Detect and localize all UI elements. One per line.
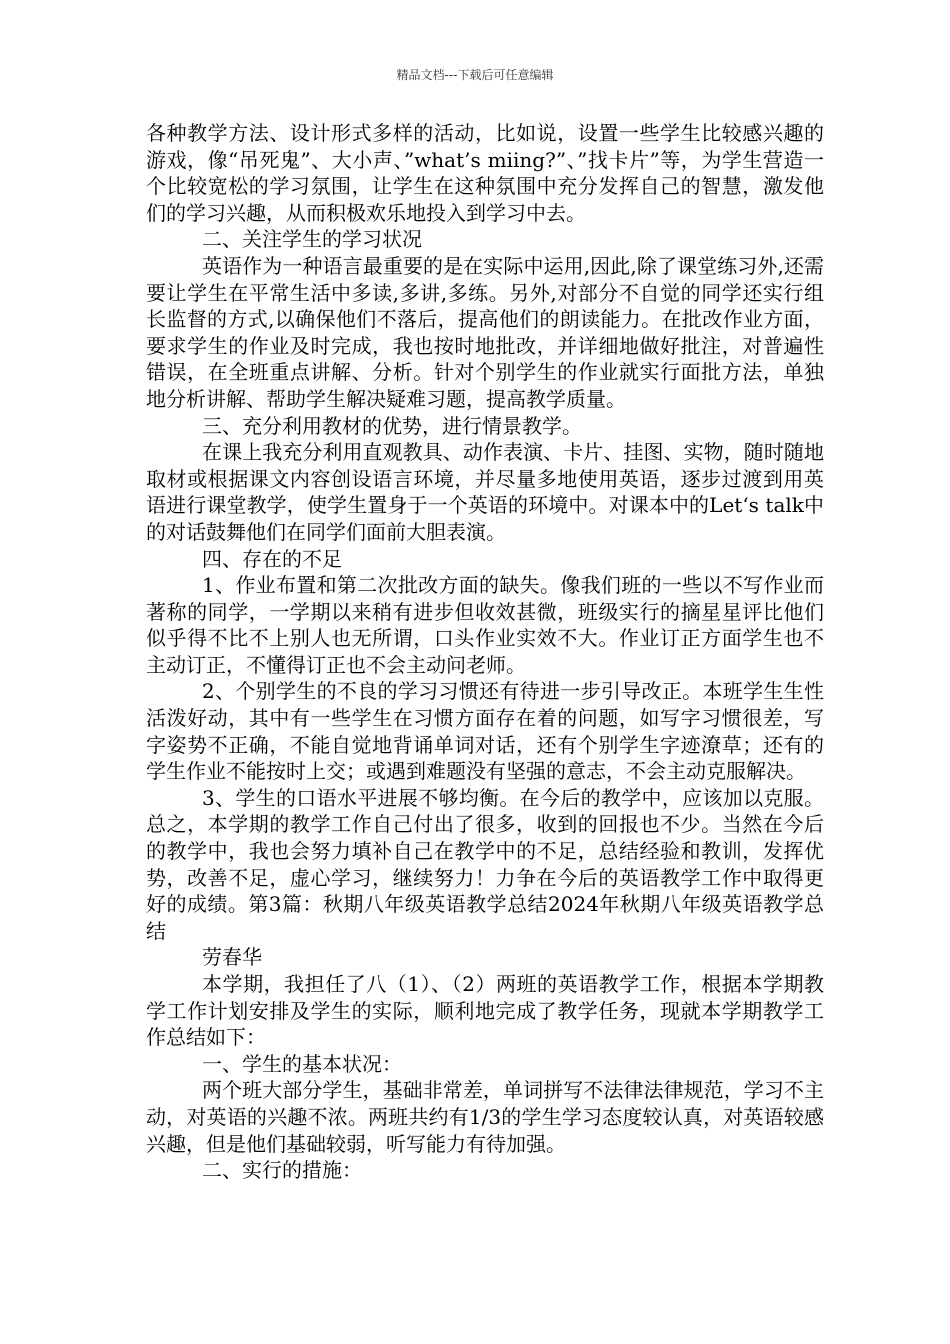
document-body bbox=[146, 120, 824, 1184]
paragraph-1: 各种教学方法、设计形式多样的活动，比如说，设置一些学生比较感兴趣的游戏，像“吊死鬼”、大小声、”what’s miing?”、”找卡片”等，为学生营造一个比较宽松的学习氛围，让学生在这种氛围中充分发挥自己的智慧，激发他们的学习兴趣，从而积极欢乐地投入到学习中去。 bbox=[146, 121, 824, 225]
paragraph-11: 本学期，我担任了八（1）、（2）两班的英语教学工作，根据本学期教学工作计划安排及学生的实际，顺利地完成了教学任务，现就本学期教学工作总结如下： bbox=[146, 972, 824, 1050]
section-heading-basic: 一、学生的基本状况： bbox=[202, 1051, 402, 1076]
paragraph-13: 两个班大部分学生，基础非常差，单词拼写不法律法律规范，学习不主动，对英语的兴趣不浓。两班共约有1/3的学生学习态度较认真，对英语较感兴趣，但是他们基础较弱，听写能力有待加强。 bbox=[146, 1078, 824, 1156]
paragraph-8: 2、个别学生的不良的学习习惯还有待进一步引导改正。本班学生生性活泼好动，其中有一些学生在习惯方面存在着的问题，如写字习惯很差，写字姿势不正确，不能自觉地背诵单词对话，还有个别学生字迹潦草；还有的学生作业不能按时上交；或遇到难题没有坚强的意志，不会主动克服解决。 bbox=[146, 679, 824, 784]
section-heading-measures: 二、实行的措施： bbox=[202, 1158, 362, 1183]
paragraph-7: 1、作业布置和第二次批改方面的缺失。像我们班的一些以不写作业而著称的同学，一学期以来稍有进步但收效甚微，班级实行的摘星星评比他们似乎得不比不上别人也无所谓，口头作业实效不大。作业订正方面学生也不主动订正，不懂得订正也不会主动问老师。 bbox=[146, 573, 824, 677]
author-name: 劳春华 bbox=[202, 945, 262, 970]
paragraph-3: 英语作为一种语言最重要的是在实际中运用,因此,除了课堂练习外,还需要让学生在平常生活中多读,多讲,多练。另外,对部分不自觉的同学还实行组长监督的方式,以确保他们不落后，提高他们的朗读能力。在批改作业方面，要求学生的作业及时完成，我也按时地批改，并详细地做好批注，对普遍性错误，在全班重点讲解、分析。针对个别学生的作业就实行面批方法，单独地分析讲解、帮助学生解决疑难习题，提高教学质量。 bbox=[146, 253, 824, 411]
paragraph-5: 在课上我充分利用直观教具、动作表演、卡片、挂图、实物，随时随地取材或根据课文内容创设语言环境，并尽量多地使用英语，逐步过渡到用英语进行课堂教学，使学生置身于一个英语的环境中。对课本中的Let‘s talk中的对话鼓舞他们在同学们面前大胆表演。 bbox=[146, 440, 824, 544]
section-heading-2: 二、关注学生的学习状况 bbox=[202, 227, 422, 252]
paragraph-9: 3、学生的口语水平进展不够均衡。在今后的教学中，应该加以克服。 总之，本学期的教学工作自己付出了很多，收到的回报也不少。当然在今后的教学中，我也会努力填补自己在教学中的不足，总结经验和教训，发挥优势，改善不足，虚心学习，继续努力！力争在今后的英语教学工作中取得更好的成绩。第3篇：秋期八年级英语教学总结2024年秋期八年级英语教学总结 bbox=[146, 785, 824, 943]
section-heading-4: 四、存在的不足 bbox=[202, 546, 342, 571]
page-header: 精品文档---下载后可任意编辑 bbox=[396, 68, 554, 82]
section-heading-3: 三、充分利用教材的优势，进行情景教学。 bbox=[202, 413, 582, 438]
